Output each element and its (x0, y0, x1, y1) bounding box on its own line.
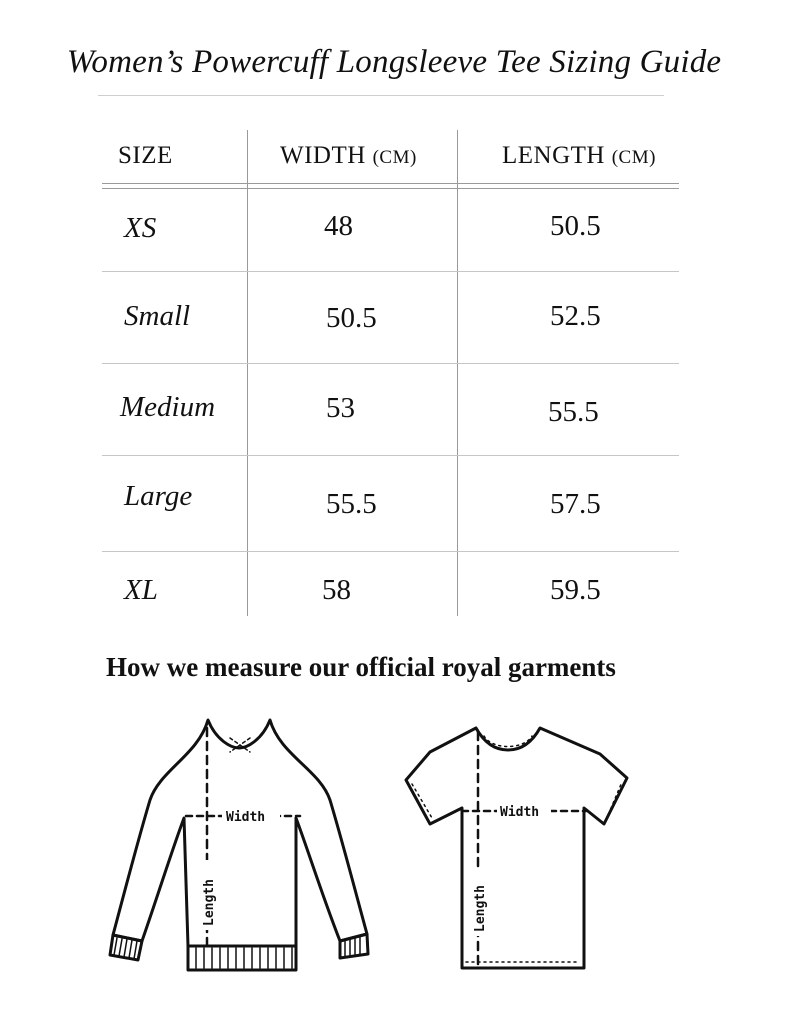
size-cell: XL (124, 574, 158, 606)
longsleeve-length-label: Length (202, 879, 217, 926)
header-divider (102, 188, 679, 189)
header-divider (102, 183, 679, 184)
width-cell: 53 (326, 392, 355, 424)
header-length-unit: (CM) (611, 147, 656, 168)
size-cell: Small (124, 300, 191, 332)
column-divider (247, 130, 248, 616)
length-cell: 52.5 (550, 300, 601, 332)
tee-length-label: Length (473, 885, 488, 932)
size-cell: Medium (120, 391, 216, 423)
header-size-label: SIZE (118, 142, 173, 169)
size-table (102, 130, 679, 616)
row-divider (102, 551, 679, 552)
width-cell: 58 (322, 574, 351, 606)
longsleeve-illustration (110, 720, 368, 970)
row-divider (102, 271, 679, 272)
header-size (118, 142, 173, 170)
width-cell: 48 (324, 210, 353, 242)
column-divider (457, 130, 458, 616)
header-width-unit: (CM) (372, 147, 417, 168)
size-cell: Large (124, 480, 193, 512)
tee-width-label: Width (500, 805, 540, 820)
row-divider (102, 363, 679, 364)
measure-heading: How we measure our official royal garments (106, 652, 616, 682)
title-divider (98, 95, 664, 96)
row-divider (102, 455, 679, 456)
tee-illustration (406, 728, 627, 968)
length-cell: 59.5 (550, 574, 601, 606)
header-length (502, 142, 656, 170)
size-cell: XS (124, 212, 157, 244)
measurement-illustrations (0, 700, 788, 1000)
width-cell: 50.5 (326, 302, 377, 334)
length-cell: 50.5 (550, 210, 601, 242)
length-cell: 57.5 (550, 488, 601, 520)
length-cell: 55.5 (548, 396, 599, 428)
header-length-label: LENGTH (502, 142, 605, 169)
page-title: Women’s Powercuff Longsleeve Tee Sizing Guide (66, 44, 722, 80)
header-width-label: WIDTH (280, 142, 366, 169)
longsleeve-width-label: Width (226, 810, 266, 825)
header-width (280, 142, 417, 170)
width-cell: 55.5 (326, 488, 377, 520)
